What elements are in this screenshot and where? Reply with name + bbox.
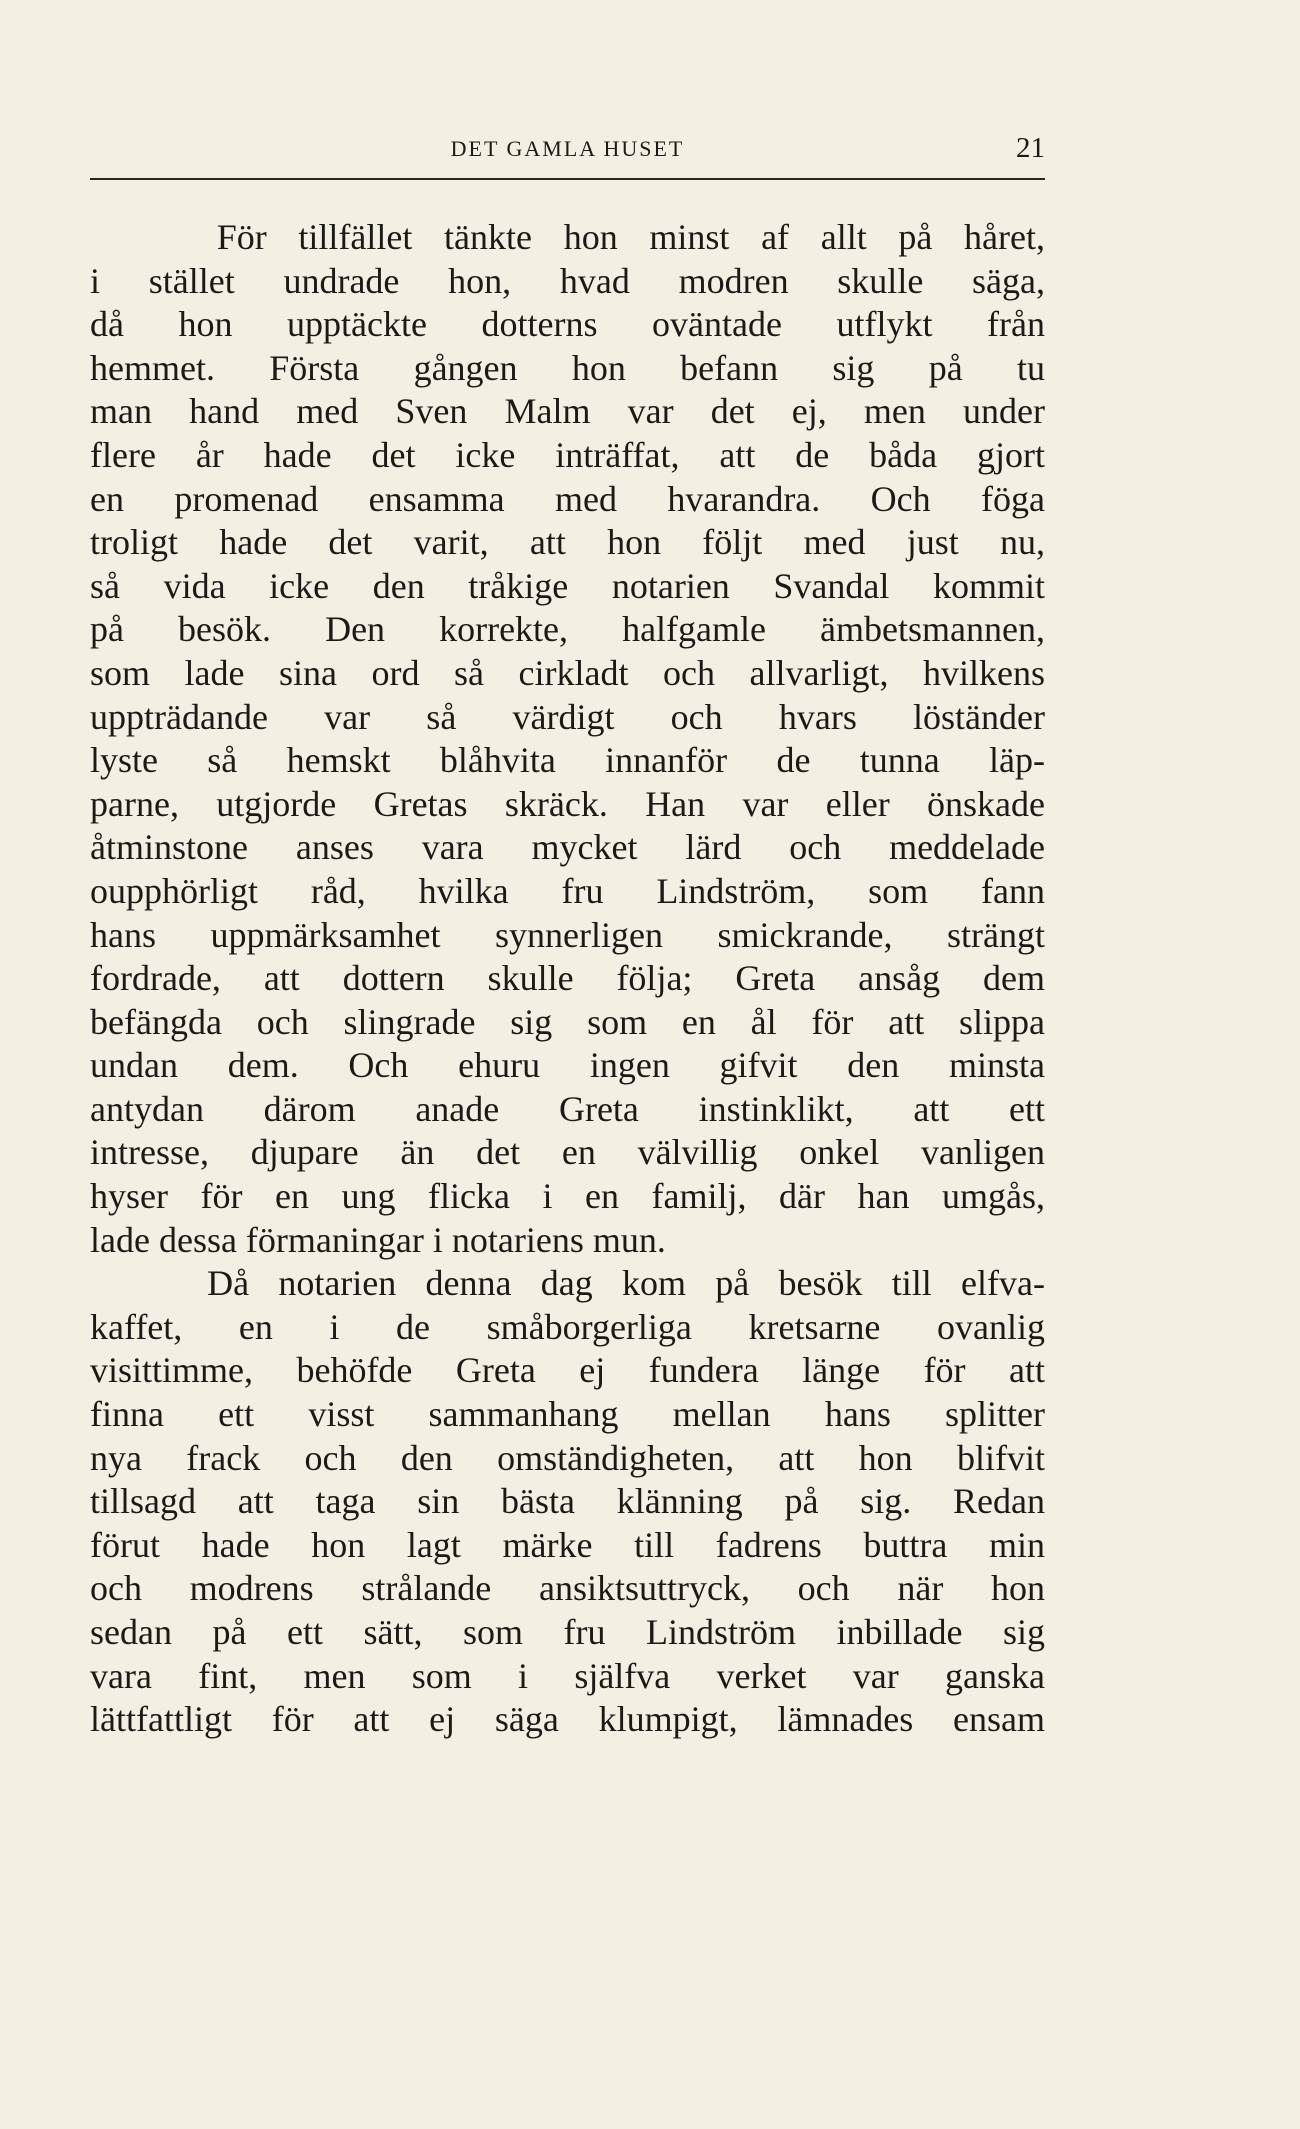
body-text	[90, 216, 1045, 1742]
text-line: som lade sina ord så cirkladt och allvarligt, hvilkens	[90, 652, 1045, 693]
text-line: vara fint, men som i själfva verket var ganska	[90, 1655, 1045, 1696]
text-line: nya frack och den omständigheten, att hon blifvit	[90, 1437, 1045, 1478]
text-line: antydan därom anade Greta instinklikt, att ett	[90, 1088, 1045, 1129]
text-line: visittimme, behöfde Greta ej fundera länge för att	[90, 1350, 1045, 1391]
text-line: hans uppmärksamhet synnerligen smickrande, strängt	[90, 914, 1045, 955]
text-line: finna ett visst sammanhang mellan hans splitter	[90, 1394, 1045, 1435]
text-line: Då notarien denna dag kom på besök till elfva-	[90, 1263, 1045, 1304]
text-line: oupphörligt råd, hvilka fru Lindström, som fann	[90, 870, 1045, 911]
page-number: 21	[1016, 132, 1045, 164]
text-line: lade dessa förmaningar i notariens mun.	[90, 1219, 666, 1260]
text-line: tillsagd att taga sin bästa klänning på sig. Redan	[90, 1481, 1045, 1522]
text-line: så vida icke den tråkige notarien Svandal kommit	[90, 565, 1045, 606]
text-line: på besök. Den korrekte, halfgamle ämbetsmannen,	[90, 609, 1045, 650]
text-line: För tillfället tänkte hon minst af allt på håret,	[90, 217, 1045, 257]
text-line: då hon upptäckte dotterns oväntade utflykt från	[90, 304, 1045, 345]
header-rule	[90, 178, 1045, 180]
text-line: befängda och slingrade sig som en ål för att slippa	[90, 1001, 1045, 1042]
text-line: hemmet. Första gången hon befann sig på tu	[90, 347, 1045, 388]
text-line: förut hade hon lagt märke till fadrens buttra min	[90, 1524, 1045, 1565]
text-line: troligt hade det varit, att hon följt med just nu,	[90, 522, 1045, 563]
text-line: fordrade, att dottern skulle följa; Greta ansåg dem	[90, 958, 1045, 999]
page-header	[90, 132, 1045, 172]
text-line: man hand med Sven Malm var det ej, men under	[90, 391, 1045, 432]
running-title: DET GAMLA HUSET	[450, 136, 685, 161]
text-line: lyste så hemskt blåhvita innanför de tunna läp-	[90, 740, 1045, 781]
text-line: en promenad ensamma med hvarandra. Och föga	[90, 478, 1045, 519]
text-line: i stället undrade hon, hvad modren skulle säga,	[90, 260, 1045, 301]
text-line: lättfattligt för att ej säga klumpigt, lämnades ensam	[90, 1699, 1045, 1740]
text-line: åtminstone anses vara mycket lärd och meddelade	[90, 827, 1045, 868]
text-line: kaffet, en i de småborgerliga kretsarne ovanlig	[90, 1306, 1045, 1347]
text-line: sedan på ett sätt, som fru Lindström inbillade sig	[90, 1612, 1045, 1652]
text-line: och modrens strålande ansiktsuttryck, och när hon	[90, 1568, 1045, 1609]
text-line: hyser för en ung flicka i en familj, där han umgås,	[90, 1176, 1045, 1217]
text-line: parne, utgjorde Gretas skräck. Han var eller önskade	[90, 783, 1045, 824]
text-line: intresse, djupare än det en välvillig onkel vanligen	[90, 1132, 1045, 1173]
text-line: uppträdande var så värdigt och hvars löständer	[90, 696, 1045, 737]
text-line: flere år hade det icke inträffat, att de båda gjort	[90, 434, 1045, 475]
text-line: undan dem. Och ehuru ingen gifvit den minsta	[90, 1045, 1045, 1086]
